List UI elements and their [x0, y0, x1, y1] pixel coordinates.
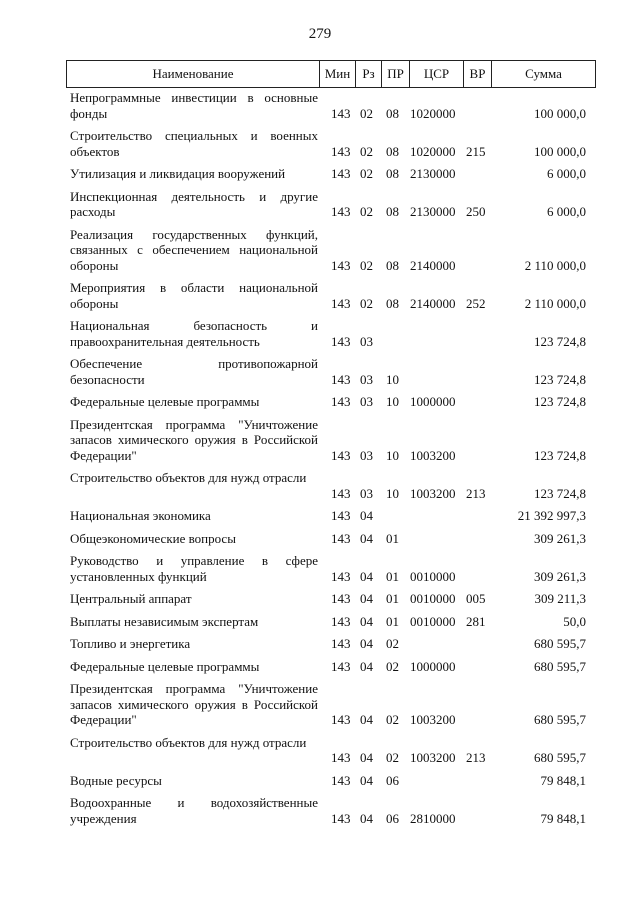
row-min: 143	[331, 105, 351, 121]
row-min: 143	[331, 447, 351, 463]
row-pr: 06	[386, 772, 399, 788]
row-name: Строительство объектов для нужд отрасли	[70, 470, 307, 485]
header-pr: ПР	[381, 61, 409, 87]
row-vr: 281	[466, 613, 486, 629]
table-row	[66, 90, 596, 121]
table-row	[66, 470, 596, 501]
row-rz: 04	[360, 750, 373, 765]
row-rz: 02	[360, 295, 373, 311]
row-sum: 2 110 000,0	[524, 295, 586, 311]
row-name: Федеральные целевые программы	[70, 394, 260, 409]
table-row	[66, 531, 596, 547]
row-name: Обеспечение противопожарной безопасности	[70, 356, 318, 387]
row-sum: 123 724,8	[534, 394, 586, 409]
row-rz: 04	[360, 508, 373, 523]
table-row	[66, 681, 596, 728]
row-pr: 02	[386, 712, 399, 727]
row-name: Руководство и управление в сфере установленных функций	[70, 553, 318, 584]
row-vr: 215	[466, 143, 486, 159]
row-pr: 06	[386, 810, 399, 826]
row-min: 143	[331, 530, 351, 546]
header-rz: Рз	[355, 61, 381, 87]
row-min: 143	[331, 508, 351, 523]
table-row	[66, 795, 596, 826]
row-pr: 02	[386, 636, 399, 651]
row-name: Строительство специальных и военных объектов	[70, 128, 318, 159]
row-csr: 0010000	[410, 613, 456, 629]
row-name: Строительство объектов для нужд отрасли	[70, 734, 307, 750]
row-pr: 01	[386, 613, 399, 629]
table-row	[66, 394, 596, 410]
row-rz: 04	[360, 810, 373, 826]
row-rz: 04	[360, 712, 373, 727]
row-name: Утилизация и ликвидация вооружений	[70, 166, 286, 181]
row-min: 143	[331, 636, 351, 651]
row-pr: 01	[386, 591, 399, 606]
row-sum: 680 595,7	[534, 636, 586, 651]
row-min: 143	[331, 568, 351, 584]
row-sum: 680 595,7	[534, 658, 586, 674]
row-pr: 02	[386, 658, 399, 674]
row-pr: 08	[386, 166, 399, 181]
row-csr: 1003200	[410, 750, 456, 765]
header-csr: ЦСР	[409, 61, 463, 87]
row-sum: 6 000,0	[547, 204, 586, 219]
row-pr: 10	[386, 447, 399, 463]
page-number: 279	[308, 26, 332, 42]
table-row	[66, 773, 596, 789]
row-pr: 10	[386, 485, 399, 501]
row-pr: 08	[386, 295, 399, 311]
table-row	[66, 508, 596, 524]
header-vr: ВР	[463, 61, 491, 87]
row-name: Национальная безопасность и правоохранительная деятельность	[70, 318, 318, 349]
row-sum: 2 110 000,0	[524, 257, 586, 273]
row-vr: 250	[466, 204, 486, 219]
table-row	[66, 280, 596, 311]
row-rz: 03	[360, 447, 373, 463]
row-csr: 1020000	[410, 105, 456, 121]
row-name: Национальная экономика	[70, 508, 211, 523]
row-csr: 0010000	[410, 568, 456, 584]
row-name: Реализация государственных функций, связанных с обеспечением национальной обороны	[70, 226, 318, 273]
row-rz: 02	[360, 105, 373, 121]
row-min: 143	[331, 257, 351, 273]
table-row	[66, 636, 596, 652]
row-min: 143	[331, 658, 351, 674]
row-name: Инспекционная деятельность и другие расходы	[70, 188, 318, 219]
row-pr: 10	[386, 371, 399, 387]
row-rz: 04	[360, 636, 373, 651]
row-sum: 21 392 997,3	[517, 508, 586, 523]
row-pr: 10	[386, 394, 399, 409]
row-sum: 123 724,8	[534, 447, 586, 463]
row-pr: 08	[386, 257, 399, 273]
row-rz: 02	[360, 257, 373, 273]
row-name: Водоохранные и водохозяйственные учреждения	[70, 795, 318, 826]
row-pr: 08	[386, 105, 399, 121]
row-sum: 123 724,8	[534, 485, 586, 501]
row-name: Непрограммные инвестиции в основные фонды	[70, 90, 318, 121]
row-pr: 08	[386, 204, 399, 219]
row-csr: 2140000	[410, 295, 456, 311]
row-rz: 03	[360, 485, 373, 501]
row-rz: 02	[360, 166, 373, 181]
row-sum: 79 848,1	[540, 772, 586, 788]
row-name: Федеральные целевые программы	[70, 658, 260, 674]
row-sum: 680 595,7	[534, 750, 586, 765]
table-row	[66, 318, 596, 349]
row-rz: 04	[360, 613, 373, 629]
row-sum: 100 000,0	[534, 143, 586, 159]
row-name: Президентская программа "Уничтожение запасов химического оружия в Российской Федерации"	[70, 681, 318, 727]
row-min: 143	[331, 810, 351, 826]
table-header	[66, 60, 596, 88]
row-pr: 08	[386, 143, 399, 159]
row-min: 143	[331, 591, 351, 606]
row-vr: 005	[466, 591, 486, 606]
row-csr: 1003200	[410, 447, 456, 463]
table-row	[66, 591, 596, 607]
row-csr: 1003200	[410, 712, 456, 727]
row-csr: 2140000	[410, 257, 456, 273]
row-min: 143	[331, 143, 351, 159]
table-row	[66, 189, 596, 220]
row-csr: 1000000	[410, 658, 456, 674]
row-sum: 50,0	[563, 613, 586, 629]
row-min: 143	[331, 166, 351, 181]
table-row	[66, 659, 596, 675]
row-csr: 2130000	[410, 166, 456, 181]
row-min: 143	[331, 712, 351, 727]
row-rz: 02	[360, 204, 373, 219]
row-name: Выплаты независимым экспертам	[70, 613, 259, 629]
row-min: 143	[331, 613, 351, 629]
row-min: 143	[331, 371, 351, 387]
row-name: Общеэкономические вопросы	[70, 530, 236, 546]
row-vr: 213	[466, 750, 486, 765]
row-sum: 123 724,8	[534, 371, 586, 387]
header-min: Мин	[319, 61, 355, 87]
row-csr: 1003200	[410, 485, 456, 501]
row-min: 143	[331, 485, 351, 501]
row-name: Топливо и энергетика	[70, 636, 191, 651]
row-rz: 04	[360, 530, 373, 546]
row-csr: 2810000	[410, 810, 456, 826]
row-sum: 309 261,3	[534, 568, 586, 584]
row-csr: 1020000	[410, 143, 456, 159]
row-csr: 2130000	[410, 204, 456, 219]
row-pr: 01	[386, 530, 399, 546]
header-name: Наименование	[152, 66, 234, 81]
table-row	[66, 356, 596, 387]
budget-table	[66, 60, 596, 826]
row-rz: 04	[360, 658, 373, 674]
row-name: Водные ресурсы	[70, 772, 162, 788]
row-sum: 309 261,3	[534, 530, 586, 546]
row-min: 143	[331, 333, 351, 349]
table-row	[66, 553, 596, 584]
row-min: 143	[331, 204, 351, 219]
row-rz: 03	[360, 333, 373, 349]
row-pr: 01	[386, 568, 399, 584]
row-sum: 309 211,3	[534, 591, 586, 606]
header-sum: Сумма	[491, 61, 595, 87]
row-name: Президентская программа "Уничтожение запасов химического оружия в Российской Федерации"	[70, 416, 318, 463]
row-min: 143	[331, 295, 351, 311]
row-rz: 04	[360, 591, 373, 606]
table-row	[66, 735, 596, 766]
table-row	[66, 166, 596, 182]
row-vr: 252	[466, 295, 486, 311]
row-pr: 02	[386, 750, 399, 765]
table-row	[66, 614, 596, 630]
row-rz: 03	[360, 394, 373, 409]
row-name: Мероприятия в области национальной обороны	[70, 280, 318, 311]
row-min: 143	[331, 772, 351, 788]
row-rz: 04	[360, 568, 373, 584]
row-sum: 100 000,0	[534, 105, 586, 121]
row-name: Центральный аппарат	[70, 591, 192, 606]
table-row	[66, 417, 596, 464]
row-sum: 123 724,8	[534, 333, 586, 349]
row-min: 143	[331, 394, 351, 409]
row-rz: 04	[360, 772, 373, 788]
row-csr: 0010000	[410, 591, 456, 606]
row-vr: 213	[466, 485, 486, 501]
row-sum: 680 595,7	[534, 712, 586, 727]
row-rz: 02	[360, 143, 373, 159]
row-rz: 03	[360, 371, 373, 387]
row-sum: 6 000,0	[547, 166, 586, 181]
row-csr: 1000000	[410, 394, 456, 409]
table-row	[66, 128, 596, 159]
table-row	[66, 227, 596, 274]
row-sum: 79 848,1	[540, 810, 586, 826]
row-min: 143	[331, 750, 351, 765]
